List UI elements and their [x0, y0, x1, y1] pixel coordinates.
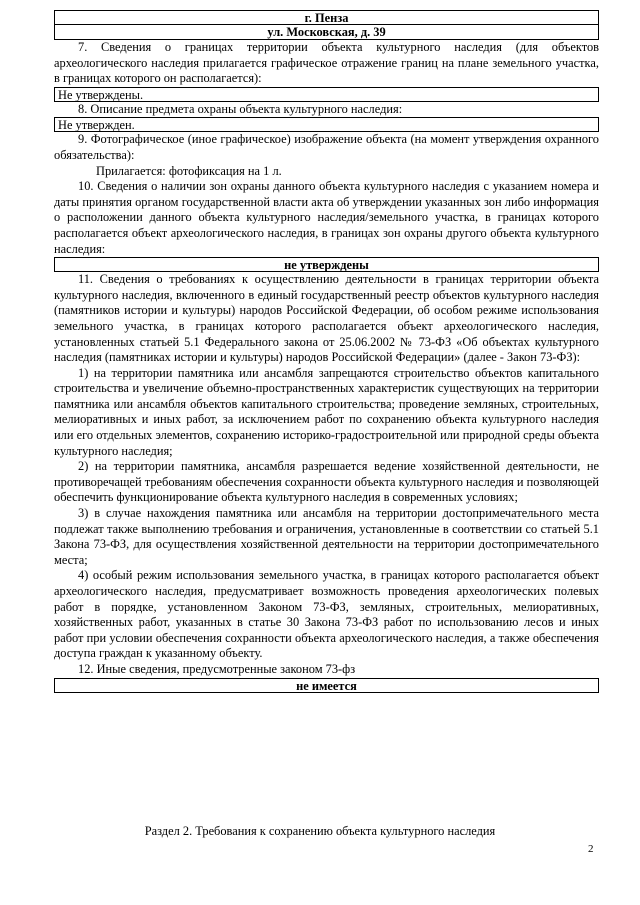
item-12-value-box: не имеется	[54, 678, 599, 693]
item-11-paragraph-2: 2) на территории памятника, ансамбля разрешается ведение хозяйственной деятельности, не противоречащей требованиям обеспечения сохранности объекта культурного наследия и позволяющей обеспечить функционирование объекта культурного наследия в современных условиях;	[54, 459, 599, 505]
item-9-text: 9. Фотографическое (иное графическое) изображение объекта (на момент утверждения охранного обязательства):	[54, 132, 599, 162]
item-11-text: 11. Сведения о требованиях к осуществлению деятельности в границах территории объекта культурного наследия, включенного в единый государственный реестр объектов культурного наследия (памятников истории и культуры) народов Российской Федерации, об особом режиме использования земельного участка, в границах которого располагается объект археологического наследия, установленных статьей 5.1 Федерального закона от 25.06.2002 № 73-ФЗ «Об объектах культурного наследия (памятниках истории и культуры) народов Российской Федерации» (далее - Закон 73-ФЗ):	[54, 272, 599, 365]
street-box: ул. Московская, д. 39	[54, 25, 599, 40]
city-box: г. Пенза	[54, 10, 599, 25]
item-8-text: 8. Описание предмета охраны объекта культурного наследия:	[78, 101, 403, 116]
section-title: Раздел 2. Требования к сохранению объекта культурного наследия	[144, 824, 496, 838]
item-9-attachment: Прилагается: фотофиксация на 1 л.	[96, 163, 282, 178]
page-number: 2	[588, 843, 594, 855]
item-11-paragraph-1: 1) на территории памятника или ансамбля запрещаются строительство объектов капитального строительства и увеличение объемно-пространственных характеристик существующих на территории памятника или ансамбля объектов капитального строительства; проведение земляных, строительных, мелиоративных и иных работ, за исключением работ по сохранению объекта культурного наследия или его отдельных элементов, сохранению историко-градостроительной или природной среды объекта культурного наследия;	[54, 365, 599, 458]
item-7-value-box: Не утверждены.	[54, 87, 599, 102]
item-11-paragraph-3: 3) в случае нахождения памятника или ансамбля на территории достопримечательного места подлежат также выполнению требования и ограничения, установленные в соответствии со статьей 5.1 Закона 73-ФЗ, для осуществления хозяйственной деятельности на территории достопримечательного места;	[54, 506, 599, 567]
document-page	[54, 10, 599, 693]
item-11-paragraph-4: 4) особый режим использования земельного участка, в границах которого располагается объект археологического наследия, предусматривает возможность проведения археологических полевых работ в порядке, установленном Законом 73-ФЗ, земляных, строительных, мелиоративных, хозяйственных работ, указанных в статье 30 Закона 73-ФЗ работ по использованию лесов и иных работ при условии обеспечения сохранности объекта археологического наследия, а также обеспечения доступа граждан к указанному объекту.	[54, 568, 599, 661]
item-10-value-box: не утверждены	[54, 257, 599, 272]
item-10-text: 10. Сведения о наличии зон охраны данного объекта культурного наследия с указанием номера и даты принятия органом государственной власти акта об утверждении указанных зон либо информация о расположении данного объекта культурного наследия/земельного участка, в границах которого располагается объект археологического наследия, в границах зон охраны другого объекта культурного наследия:	[54, 179, 599, 256]
item-8-value-box: Не утвержден.	[54, 117, 599, 132]
item-12-text: 12. Иные сведения, предусмотренные законом 73-фз	[78, 661, 356, 676]
item-7-text: 7. Сведения о границах территории объекта культурного наследия (для объектов археологического наследия прилагается графическое отражение границ на плане земельного участка, в границах которого он располагается):	[54, 40, 599, 86]
